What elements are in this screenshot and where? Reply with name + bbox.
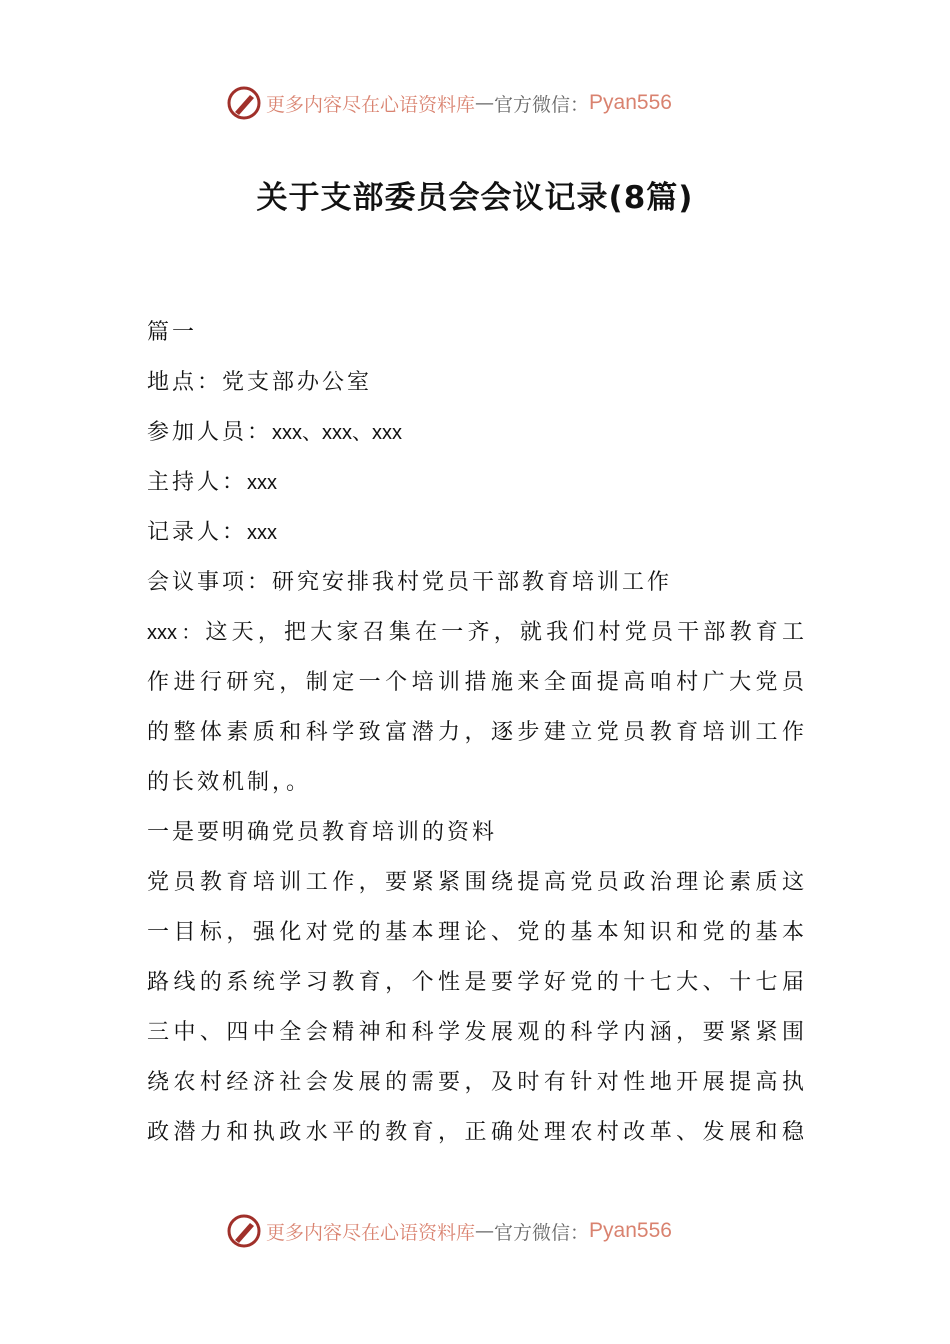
location-label: 地点： [147,370,223,395]
recorder-label: 记录人： [147,520,248,545]
speaker: xxx： [147,622,206,644]
recorder-value: xxx [247,522,278,544]
agenda-line: 会议事项：研究安排我村党员干部教育培训工作 [147,570,673,595]
footer-watermark-banner [226,1211,726,1251]
recorder-line [147,515,804,565]
attendees-value: xxx、xxx、xxx [272,422,403,444]
location-value: 党支部办公室 [222,370,373,395]
banner-dash: — [475,1220,495,1242]
paragraph-line: 党员教育培训工作，要紧紧围绕提高党员政治理论素质这 [147,870,804,895]
host-value: xxx [247,472,278,494]
paragraph-text: 这天，把大家召集在一齐，就我们村党员干部教育工 [205,620,804,645]
subheading: 一是要明确党员教育培训的资料 [147,820,498,845]
banner-wechat-id: Pyan556 [589,91,672,114]
host-label: 主持人： [147,470,248,495]
header-watermark-banner [226,83,726,123]
banner-dash: — [475,92,495,114]
section-heading: 篇一 [147,320,198,345]
paragraph-line: 路线的系统学习教育，个性是要学好党的十七大、十七届 [147,970,804,995]
document-title: 关于支部委员会会议记录(8篇) [256,180,694,216]
paragraph-line [147,615,804,665]
paragraph-line: 作进行研究，制定一个培训措施来全面提高咱村广大党员 [147,670,804,695]
banner-wechat-label: 官方微信： [494,93,590,116]
pen-logo-icon [226,1213,262,1249]
paragraph-line: 的长效机制，。 [147,770,312,795]
pen-logo-icon [226,85,262,121]
attendees-label: 参加人员： [147,420,273,445]
attendees-line [147,415,804,465]
banner-text: 更多内容尽在心语资料库 [266,93,476,116]
banner-wechat-id: Pyan556 [589,1219,672,1242]
paragraph-line: 政潜力和执政水平的教育，正确处理农村改革、发展和稳 [147,1120,804,1145]
paragraph-line: 绕农村经济社会发展的需要，及时有针对性地开展提高执 [147,1070,804,1095]
banner-text: 更多内容尽在心语资料库 [266,1221,476,1244]
paragraph-line: 三中、四中全会精神和科学发展观的科学内涵，要紧紧围 [147,1020,804,1045]
paragraph-line: 的整体素质和科学致富潜力，逐步建立党员教育培训工作 [147,720,804,745]
banner-wechat-label: 官方微信： [494,1221,590,1244]
host-line [147,465,804,515]
document-body [147,315,804,1165]
paragraph-line: 一目标，强化对党的基本理论、党的基本知识和党的基本 [147,920,804,945]
location-line [147,365,804,415]
